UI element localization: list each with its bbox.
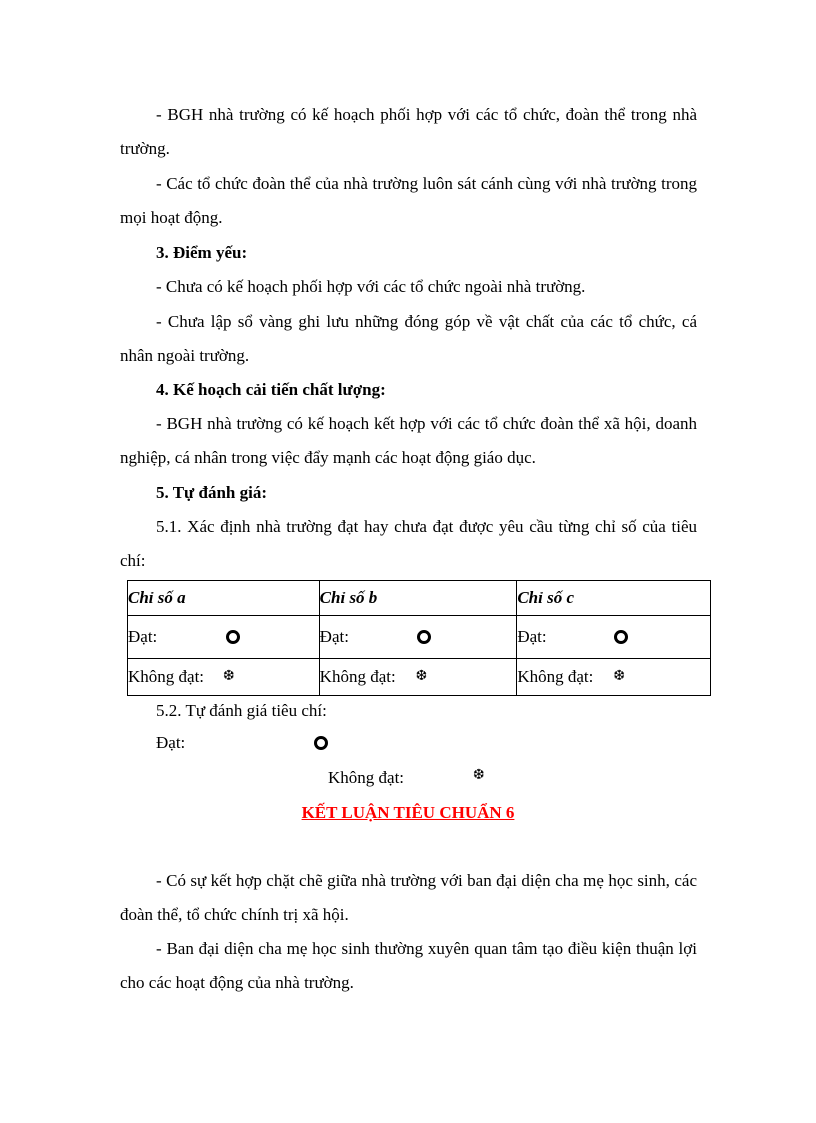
- table-cell: [517, 581, 711, 616]
- paragraph-weakness-1: - Chưa có kế hoạch phối hợp với các tổ chức ngoài nhà trường.: [156, 277, 586, 296]
- paragraph-improvement-plan: - BGH nhà trường có kế hoạch kết hợp với các tổ chức đoàn thể xã hội, doanh nghiệp, cá nhân trong việc đẩy mạnh các hoạt động giáo dục.: [120, 414, 697, 467]
- snowflake-icon: ❆: [223, 668, 235, 685]
- conclusion-title: KẾT LUẬN TIÊU CHUẨN 6: [301, 803, 515, 822]
- ring-icon: [417, 630, 431, 644]
- table-row-fail: [128, 659, 711, 696]
- ring-icon: [614, 630, 628, 644]
- heading-weaknesses: 3. Điểm yếu:: [156, 243, 248, 262]
- indicator-a-header: Chỉ số a: [128, 588, 186, 607]
- indicator-b-header: Chỉ số b: [319, 588, 378, 607]
- table-cell: [128, 581, 320, 616]
- heading-self-assessment: 5. Tự đánh giá:: [156, 483, 267, 502]
- self-eval-title: 5.2. Tự đánh giá tiêu chí:: [156, 701, 327, 720]
- pass-label: Đạt:: [517, 627, 547, 646]
- table-cell: [517, 616, 711, 659]
- self-eval-pass-label: Đạt:: [156, 733, 186, 752]
- table-cell: [517, 659, 711, 696]
- snowflake-icon: ❆: [613, 668, 626, 685]
- paragraph-conclusion-1: - Có sự kết hợp chặt chẽ giữa nhà trường với ban đại diện cha mẹ học sinh, các đoàn thể, tổ chức chính trị xã hội.: [120, 871, 697, 924]
- ring-icon: [314, 736, 328, 750]
- table-cell: [319, 581, 517, 616]
- indicator-c-header: Chỉ số c: [517, 588, 575, 607]
- snowflake-icon: ❆: [415, 668, 428, 685]
- table-cell: [128, 659, 320, 696]
- paragraph-weakness-2: - Chưa lập sổ vàng ghi lưu những đóng góp về vật chất của các tổ chức, cá nhân ngoài trường.: [120, 312, 697, 365]
- fail-label: Không đạt:: [517, 667, 594, 686]
- snowflake-icon: ❆: [473, 767, 485, 784]
- paragraph-organizations-support: - Các tổ chức đoàn thể của nhà trường luôn sát cánh cùng với nhà trường trong mọi hoạt động.: [120, 174, 697, 227]
- pass-label: Đạt:: [319, 627, 349, 646]
- fail-label: Không đạt:: [319, 667, 396, 686]
- paragraph-conclusion-2: - Ban đại diện cha mẹ học sinh thường xuyên quan tâm tạo điều kiện thuận lợi cho các hoạt động của nhà trường.: [120, 939, 697, 992]
- indicator-table: [127, 580, 711, 696]
- paragraph-bgh-coordination: - BGH nhà trường có kế hoạch phối hợp với các tổ chức, đoàn thể trong nhà trường.: [120, 105, 697, 158]
- heading-improvement-plan: 4. Kế hoạch cải tiến chất lượng:: [156, 380, 386, 399]
- paragraph-indicator-assessment: 5.1. Xác định nhà trường đạt hay chưa đạt được yêu cầu từng chỉ số của tiêu chí:: [120, 517, 697, 570]
- table-cell: [128, 616, 320, 659]
- self-eval-fail-label: Không đạt:: [328, 768, 405, 787]
- fail-label: Không đạt:: [128, 667, 205, 686]
- pass-label: Đạt:: [128, 627, 158, 646]
- table-row-pass: [128, 616, 711, 659]
- ring-icon: [226, 630, 240, 644]
- table-cell: [319, 616, 517, 659]
- table-cell: [319, 659, 517, 696]
- table-header-row: [128, 581, 711, 616]
